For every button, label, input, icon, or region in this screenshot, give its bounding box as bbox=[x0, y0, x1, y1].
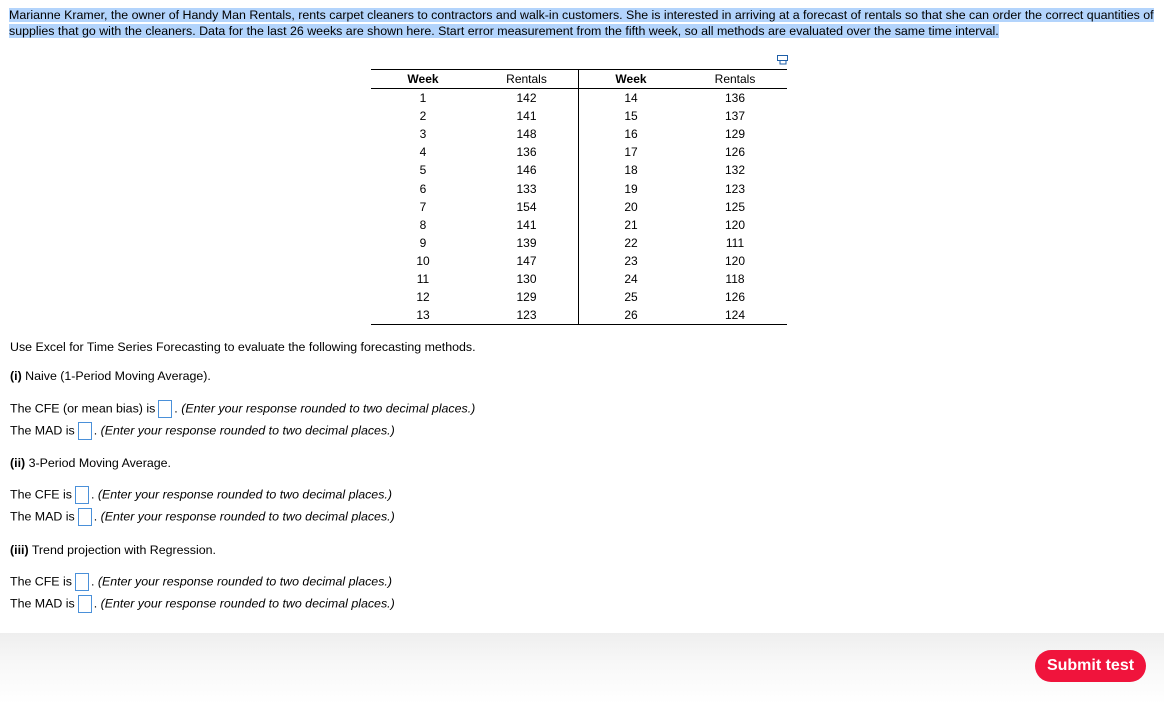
week-cell: 6 bbox=[419, 181, 427, 196]
rentals-cell: 148 bbox=[516, 127, 537, 142]
rounding-hint: (Enter your response rounded to two decimal places.) bbox=[181, 401, 476, 416]
week-cell: 24 bbox=[579, 270, 684, 288]
naive-cfe-input[interactable] bbox=[158, 400, 172, 418]
ma-cfe-input[interactable] bbox=[75, 486, 89, 504]
week-cell: 26 bbox=[579, 306, 684, 325]
instruction-text: Use Excel for Time Series Forecasting to evaluate the following forecasting methods. bbox=[10, 340, 476, 354]
section-number: (iii) bbox=[10, 543, 29, 557]
column-header-week: Week bbox=[579, 70, 684, 89]
question-trend-mad bbox=[10, 595, 395, 613]
section-title-trend-regression bbox=[10, 542, 216, 558]
column-header-rentals: Rentals bbox=[683, 70, 787, 89]
question-label: The MAD is bbox=[10, 509, 75, 524]
question-label: The CFE is bbox=[10, 487, 72, 502]
rentals-cell: 118 bbox=[725, 271, 745, 286]
rentals-cell: 120 bbox=[724, 253, 746, 268]
section-title: Naive (1-Period Moving Average). bbox=[25, 369, 211, 383]
week-cell: 25 bbox=[579, 288, 684, 306]
question-naive-mad bbox=[10, 422, 395, 440]
rentals-cell: 136 bbox=[724, 91, 746, 106]
question-naive-cfe bbox=[10, 400, 475, 418]
table-row bbox=[371, 252, 787, 270]
week-cell: 3 bbox=[419, 127, 427, 142]
week-cell: 11 bbox=[416, 271, 430, 286]
rounding-hint: (Enter your response rounded to two decimal places.) bbox=[97, 574, 392, 589]
ma-mad-input[interactable] bbox=[78, 508, 92, 526]
rentals-cell: 154 bbox=[516, 199, 537, 214]
trend-mad-input[interactable] bbox=[78, 595, 92, 613]
table-header-row bbox=[371, 70, 787, 89]
section-title: Trend projection with Regression. bbox=[31, 543, 216, 557]
section-number: (i) bbox=[10, 369, 22, 383]
rentals-cell: 126 bbox=[724, 290, 746, 305]
rentals-cell: 141 bbox=[516, 217, 537, 232]
rentals-cell: 126 bbox=[724, 145, 746, 160]
week-cell: 18 bbox=[579, 161, 684, 179]
week-cell: 14 bbox=[579, 89, 684, 108]
rentals-cell: 136 bbox=[516, 145, 537, 160]
section-title: 3-Period Moving Average. bbox=[28, 456, 171, 470]
week-cell: 19 bbox=[579, 179, 684, 197]
period: . bbox=[174, 401, 178, 416]
table-row bbox=[371, 89, 787, 108]
table-row bbox=[371, 270, 787, 288]
table-row bbox=[371, 161, 787, 179]
rentals-data-table bbox=[371, 69, 787, 325]
week-cell: 12 bbox=[416, 290, 430, 305]
rentals-cell: 141 bbox=[516, 109, 537, 124]
week-cell: 17 bbox=[579, 143, 684, 161]
rounding-hint: (Enter your response rounded to two decimal places.) bbox=[100, 596, 395, 611]
table-row bbox=[371, 179, 787, 197]
rentals-cell: 120 bbox=[724, 217, 746, 232]
rentals-cell: 132 bbox=[724, 163, 746, 178]
table-row bbox=[371, 198, 787, 216]
footer-bar bbox=[0, 633, 1164, 704]
period: . bbox=[93, 509, 98, 524]
rounding-hint: (Enter your response rounded to two decimal places.) bbox=[100, 509, 395, 524]
table-row bbox=[371, 306, 787, 325]
section-title-3-period-ma bbox=[10, 455, 171, 471]
rentals-cell: 125 bbox=[724, 199, 746, 214]
rentals-cell: 111 bbox=[725, 235, 745, 250]
question-label: The CFE (or mean bias) is bbox=[10, 401, 156, 416]
column-header-week: Week bbox=[371, 70, 475, 89]
rounding-hint: (Enter your response rounded to two decimal places.) bbox=[100, 423, 395, 438]
rentals-cell: 146 bbox=[516, 163, 537, 178]
problem-statement-text: Marianne Kramer, the owner of Handy Man Rentals, rents carpet cleaners to contractors and walk-in customers. She is interested in arriving at a forecast of rentals so that she can order the correct quantities of supplies that go with the cleaners. Data for the last 26 weeks are shown here. Start error measurement from the fifth week, so all methods are evaluated over the same time interval. bbox=[9, 8, 1154, 38]
week-cell: 13 bbox=[371, 306, 475, 325]
rentals-cell: 129 bbox=[516, 290, 537, 305]
rentals-cell: 129 bbox=[724, 127, 746, 142]
week-cell: 20 bbox=[579, 198, 684, 216]
rounding-hint: (Enter your response rounded to two decimal places.) bbox=[97, 487, 392, 502]
week-cell: 5 bbox=[419, 163, 427, 178]
week-cell: 22 bbox=[579, 234, 684, 252]
rentals-cell: 147 bbox=[516, 253, 537, 268]
week-cell: 4 bbox=[419, 145, 427, 160]
question-label: The MAD is bbox=[10, 596, 75, 611]
rentals-cell: 139 bbox=[516, 235, 537, 250]
question-label: The MAD is bbox=[10, 423, 75, 438]
question-ma-mad bbox=[10, 508, 395, 526]
copy-icon[interactable] bbox=[777, 55, 789, 65]
week-cell: 1 bbox=[419, 91, 427, 106]
question-trend-cfe bbox=[10, 573, 392, 591]
section-title-naive bbox=[10, 368, 211, 384]
rentals-cell: 124 bbox=[683, 306, 787, 325]
rentals-cell: 130 bbox=[516, 271, 537, 286]
section-number: (ii) bbox=[10, 456, 26, 470]
naive-mad-input[interactable] bbox=[78, 422, 92, 440]
period: . bbox=[93, 596, 98, 611]
week-cell: 15 bbox=[579, 107, 684, 125]
question-ma-cfe bbox=[10, 486, 392, 504]
table-row bbox=[371, 216, 787, 234]
trend-cfe-input[interactable] bbox=[75, 573, 89, 591]
rentals-cell: 123 bbox=[724, 181, 746, 196]
rentals-cell: 137 bbox=[724, 109, 746, 124]
rentals-cell: 142 bbox=[516, 91, 537, 106]
problem-statement bbox=[9, 7, 1154, 39]
table-row bbox=[371, 125, 787, 143]
table-row bbox=[371, 234, 787, 252]
rentals-cell: 133 bbox=[516, 181, 537, 196]
table-row bbox=[371, 143, 787, 161]
period: . bbox=[90, 574, 95, 589]
submit-test-button[interactable]: Submit test bbox=[1035, 650, 1146, 682]
period: . bbox=[93, 423, 98, 438]
week-cell: 8 bbox=[419, 217, 427, 232]
week-cell: 9 bbox=[419, 235, 427, 250]
rentals-cell: 123 bbox=[475, 306, 579, 325]
week-cell: 23 bbox=[579, 252, 684, 270]
week-cell: 16 bbox=[579, 125, 684, 143]
period: . bbox=[90, 487, 95, 502]
table-row bbox=[371, 288, 787, 306]
table-row bbox=[371, 107, 787, 125]
table-body bbox=[371, 89, 787, 325]
week-cell: 10 bbox=[416, 253, 430, 268]
question-label: The CFE is bbox=[10, 574, 72, 589]
week-cell: 2 bbox=[419, 109, 427, 124]
column-header-rentals: Rentals bbox=[475, 70, 579, 89]
week-cell: 21 bbox=[579, 216, 684, 234]
week-cell: 7 bbox=[419, 199, 427, 214]
